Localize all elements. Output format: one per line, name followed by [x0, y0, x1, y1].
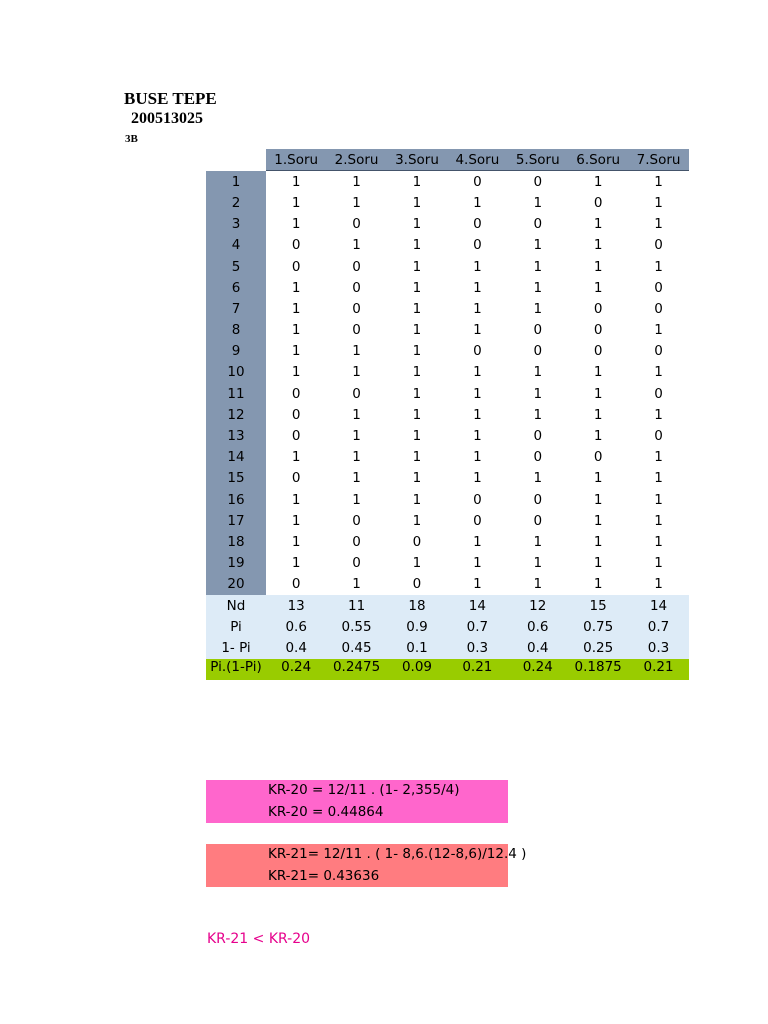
table-cell: 0.9 — [387, 616, 447, 637]
table-cell: 1 — [593, 258, 603, 275]
table-cell: 1 — [533, 385, 543, 402]
table-cell: 1 — [412, 449, 422, 466]
table-cell: 0 — [593, 322, 603, 339]
table-cell: 1 — [533, 406, 543, 423]
table-cell: 1 — [533, 300, 543, 317]
table-cell: 1 — [412, 279, 422, 296]
table-cell: 0 — [412, 576, 422, 593]
table-cell: 1 — [593, 279, 603, 296]
table-cell: 0 — [654, 428, 663, 445]
column-header: 1.Soru — [266, 149, 326, 171]
table-cell: 1 — [352, 173, 361, 190]
table-cell: 0 — [473, 173, 482, 190]
table-cell: 0.1875 — [568, 659, 628, 680]
row-label: 15 — [206, 468, 266, 489]
table-cell: 1 — [654, 364, 663, 381]
row-label: 8 — [206, 320, 266, 341]
table-cell: 1 — [412, 173, 422, 190]
table-cell: 1 — [533, 555, 543, 572]
row-label: 2 — [206, 192, 266, 213]
table-cell: 1 — [352, 406, 361, 423]
table-cell: 1 — [412, 512, 422, 529]
table-cell: 0 — [593, 194, 603, 211]
table-cell: 1 — [593, 406, 603, 423]
table-cell: 1 — [593, 385, 603, 402]
table-row — [206, 553, 689, 574]
row-label: 7 — [206, 298, 266, 319]
table-cell: 1 — [412, 428, 422, 445]
table-cell: 0 — [654, 300, 663, 317]
table-cell: 1 — [533, 237, 543, 254]
table-cell: 0 — [352, 512, 361, 529]
table-row — [206, 362, 689, 383]
table-cell: 0 — [473, 512, 482, 529]
table-cell: 0 — [352, 279, 361, 296]
table-cell: 1 — [473, 428, 482, 445]
row-label: 19 — [206, 553, 266, 574]
table-row — [206, 447, 689, 468]
table-cell: 18 — [387, 595, 447, 616]
header-row — [206, 149, 689, 171]
table-cell: 1 — [654, 406, 663, 423]
table-cell: 1 — [291, 279, 301, 296]
table-row — [206, 425, 689, 446]
table-cell: 1 — [593, 533, 603, 550]
table-cell: 1 — [412, 300, 422, 317]
table-cell: 1 — [473, 406, 482, 423]
table-cell: 1 — [533, 279, 543, 296]
kr-comparison: KR-21 < KR-20 — [207, 931, 311, 947]
table-cell: 0.3 — [628, 637, 688, 658]
class-label: 3B — [125, 133, 138, 145]
table-cell: 1 — [291, 216, 301, 233]
table-row — [206, 404, 689, 425]
table-cell: 1 — [533, 533, 543, 550]
table-cell: 1 — [352, 449, 361, 466]
table-cell: 1 — [533, 194, 543, 211]
table-row — [206, 383, 689, 404]
table-cell: 1 — [654, 512, 663, 529]
table-cell: 1 — [291, 173, 301, 190]
table-cell: 1 — [473, 279, 482, 296]
row-label: 12 — [206, 404, 266, 425]
row-label: 16 — [206, 489, 266, 510]
table-cell: 1 — [412, 216, 422, 233]
table-cell: 0 — [533, 322, 543, 339]
table-cell: 1 — [291, 300, 301, 317]
kr21-box — [206, 844, 527, 887]
table-cell: 0 — [533, 491, 543, 508]
row-label: 10 — [206, 362, 266, 383]
table-cell: 0.45 — [326, 637, 386, 658]
table-cell: 14 — [628, 595, 688, 616]
table-cell: 1 — [473, 555, 482, 572]
table-cell: 0.21 — [447, 659, 507, 680]
table-cell: 0.4 — [266, 637, 326, 658]
table-cell: 0 — [291, 470, 301, 487]
table-cell: 1 — [654, 194, 663, 211]
table-cell: 1 — [412, 364, 422, 381]
table-cell: 1 — [654, 576, 663, 593]
row-label: 1 — [206, 171, 266, 193]
table-cell: 0.1 — [387, 637, 447, 658]
table-row — [206, 320, 689, 341]
table-row — [206, 341, 689, 362]
table-cell: 1 — [352, 194, 361, 211]
table-cell: 1 — [473, 576, 482, 593]
table-cell: 1 — [654, 555, 663, 572]
table-cell: 1 — [473, 385, 482, 402]
table-cell: 1 — [412, 470, 422, 487]
table-cell: 1 — [412, 322, 422, 339]
table-cell: 1 — [533, 364, 543, 381]
table-cell: 1 — [352, 364, 361, 381]
table-cell: 0.55 — [326, 616, 386, 637]
table-cell: 0.6 — [266, 616, 326, 637]
table-row — [206, 256, 689, 277]
table-cell: 1 — [593, 428, 603, 445]
table-cell: 0.75 — [568, 616, 628, 637]
stats-row — [206, 595, 689, 616]
table-cell: 0 — [291, 237, 301, 254]
table-cell: 1 — [473, 194, 482, 211]
table-cell: 1 — [412, 385, 422, 402]
table-cell: 1 — [654, 491, 663, 508]
table-cell: 14 — [447, 595, 507, 616]
table-cell: 1 — [352, 237, 361, 254]
kr21-result: KR-21= 0.43636 — [268, 868, 380, 884]
table-cell: 0.6 — [508, 616, 568, 637]
table-cell: 1 — [412, 555, 422, 572]
table-cell: 1 — [412, 237, 422, 254]
table-cell: 0 — [593, 300, 603, 317]
row-label: 5 — [206, 256, 266, 277]
table-row — [206, 235, 689, 256]
table-cell: 0 — [654, 385, 663, 402]
kr20-box — [206, 780, 508, 823]
table-row — [206, 531, 689, 552]
table-cell: 15 — [568, 595, 628, 616]
table-cell: 1 — [412, 343, 422, 360]
table-cell: 1 — [473, 533, 482, 550]
column-header: 3.Soru — [387, 149, 447, 171]
column-header: 5.Soru — [508, 149, 568, 171]
table-cell: 0 — [412, 533, 422, 550]
table-cell: 1 — [291, 322, 301, 339]
answers-table — [206, 149, 689, 680]
row-label: 20 — [206, 574, 266, 595]
row-label: 11 — [206, 383, 266, 404]
table-cell: 0 — [473, 491, 482, 508]
table-cell: 1 — [473, 470, 482, 487]
table-cell: 0 — [593, 449, 603, 466]
table-cell: 1 — [533, 576, 543, 593]
column-header: 6.Soru — [568, 149, 628, 171]
table-cell: 0.21 — [628, 659, 688, 680]
kr20-formula: KR-20 = 12/11 . (1- 2,355/4) — [268, 782, 460, 798]
table-row — [206, 214, 689, 235]
table-cell: 1 — [291, 194, 301, 211]
table-cell: 1 — [473, 258, 482, 275]
table-cell: 0.2475 — [326, 659, 386, 680]
table-cell: 1 — [291, 533, 301, 550]
table-cell: 1 — [593, 555, 603, 572]
table-cell: 1 — [654, 173, 663, 190]
table-row — [206, 574, 689, 595]
product-row — [206, 659, 689, 680]
table-row — [206, 298, 689, 319]
row-label: 4 — [206, 235, 266, 256]
table-cell: 0 — [654, 279, 663, 296]
table-cell: 0 — [291, 576, 301, 593]
table-cell: 0 — [352, 322, 361, 339]
table-cell: 1 — [654, 258, 663, 275]
row-label: Pi.(1-Pi) — [206, 659, 266, 680]
table-cell: 0.7 — [447, 616, 507, 637]
table-cell: 1 — [593, 512, 603, 529]
table-cell: 1 — [533, 258, 543, 275]
table-cell: 1 — [291, 343, 301, 360]
stats-row — [206, 637, 689, 658]
table-cell: 0 — [533, 512, 543, 529]
column-header: 4.Soru — [447, 149, 507, 171]
table-cell: 1 — [593, 173, 603, 190]
table-cell: 0 — [654, 343, 663, 360]
table-cell: 0 — [533, 173, 543, 190]
table-cell: 0 — [352, 258, 361, 275]
table-cell: 0 — [593, 343, 603, 360]
table-cell: 1 — [291, 364, 301, 381]
table-cell: 0 — [473, 237, 482, 254]
table-cell: 1 — [593, 491, 603, 508]
table-cell: 0.24 — [508, 659, 568, 680]
table-cell: 0 — [473, 343, 482, 360]
table-row — [206, 489, 689, 510]
row-label: 18 — [206, 531, 266, 552]
table-row — [206, 277, 689, 298]
table-cell: 1 — [291, 555, 301, 572]
table-cell: 0 — [291, 406, 301, 423]
table-cell: 1 — [593, 216, 603, 233]
row-label: 13 — [206, 425, 266, 446]
table-cell: 1 — [654, 470, 663, 487]
kr20-result: KR-20 = 0.44864 — [268, 804, 384, 820]
table-cell: 0 — [291, 428, 301, 445]
table-cell: 1 — [654, 449, 663, 466]
table-cell: 1 — [473, 364, 482, 381]
table-cell: 1 — [352, 428, 361, 445]
table-row — [206, 171, 689, 193]
row-label: 9 — [206, 341, 266, 362]
table-cell: 0 — [291, 258, 301, 275]
corner-cell — [206, 149, 266, 171]
table-cell: 1 — [654, 533, 663, 550]
table-cell: 0.25 — [568, 637, 628, 658]
table-cell: 1 — [412, 406, 422, 423]
column-header: 7.Soru — [628, 149, 688, 171]
table-cell: 1 — [412, 491, 422, 508]
table-cell: 0 — [352, 533, 361, 550]
table-cell: 1 — [412, 258, 422, 275]
row-label: Nd — [206, 595, 266, 616]
table-cell: 0 — [352, 555, 361, 572]
table-cell: 1 — [473, 449, 482, 466]
table-cell: 1 — [593, 576, 603, 593]
table-cell: 1 — [593, 237, 603, 254]
student-id: 200513025 — [131, 110, 203, 127]
table-cell: 1 — [654, 322, 663, 339]
row-label: 17 — [206, 510, 266, 531]
table-row — [206, 468, 689, 489]
table-cell: 1 — [352, 576, 361, 593]
table-cell: 1 — [291, 449, 301, 466]
table-cell: 0 — [352, 300, 361, 317]
table-cell: 1 — [412, 194, 422, 211]
table-cell: 0 — [352, 385, 361, 402]
table-cell: 1 — [291, 512, 301, 529]
row-label: 14 — [206, 447, 266, 468]
table-cell: 1 — [593, 470, 603, 487]
table-cell: 1 — [473, 300, 482, 317]
table-cell: 1 — [533, 470, 543, 487]
table-cell: 12 — [508, 595, 568, 616]
table-cell: 0.24 — [266, 659, 326, 680]
table-cell: 0 — [473, 216, 482, 233]
row-label: 3 — [206, 214, 266, 235]
table-cell: 0 — [352, 216, 361, 233]
table-cell: 0 — [533, 449, 543, 466]
table-cell: 0 — [533, 343, 543, 360]
table-cell: 1 — [291, 491, 301, 508]
table-cell: 11 — [326, 595, 386, 616]
row-label: 1- Pi — [206, 637, 266, 658]
table-cell: 1 — [352, 343, 361, 360]
table-cell: 0 — [533, 428, 543, 445]
table-cell: 0.09 — [387, 659, 447, 680]
column-header: 2.Soru — [326, 149, 386, 171]
table-cell: 0 — [291, 385, 301, 402]
table-cell: 1 — [352, 470, 361, 487]
student-name: BUSE TEPE — [124, 89, 217, 108]
table-cell: 0 — [533, 216, 543, 233]
table-row — [206, 510, 689, 531]
row-label: 6 — [206, 277, 266, 298]
table-cell: 0.4 — [508, 637, 568, 658]
table-cell: 0.7 — [628, 616, 688, 637]
table-cell: 13 — [266, 595, 326, 616]
row-label: Pi — [206, 616, 266, 637]
table-cell: 0 — [654, 237, 663, 254]
stats-row — [206, 616, 689, 637]
table-cell: 1 — [593, 364, 603, 381]
kr21-formula: KR-21= 12/11 . ( 1- 8,6.(12-8,6)/12.4 ) — [268, 846, 527, 862]
table-cell: 1 — [352, 491, 361, 508]
table-cell: 1 — [473, 322, 482, 339]
table-row — [206, 192, 689, 213]
table-cell: 0.3 — [447, 637, 507, 658]
table-cell: 1 — [654, 216, 663, 233]
